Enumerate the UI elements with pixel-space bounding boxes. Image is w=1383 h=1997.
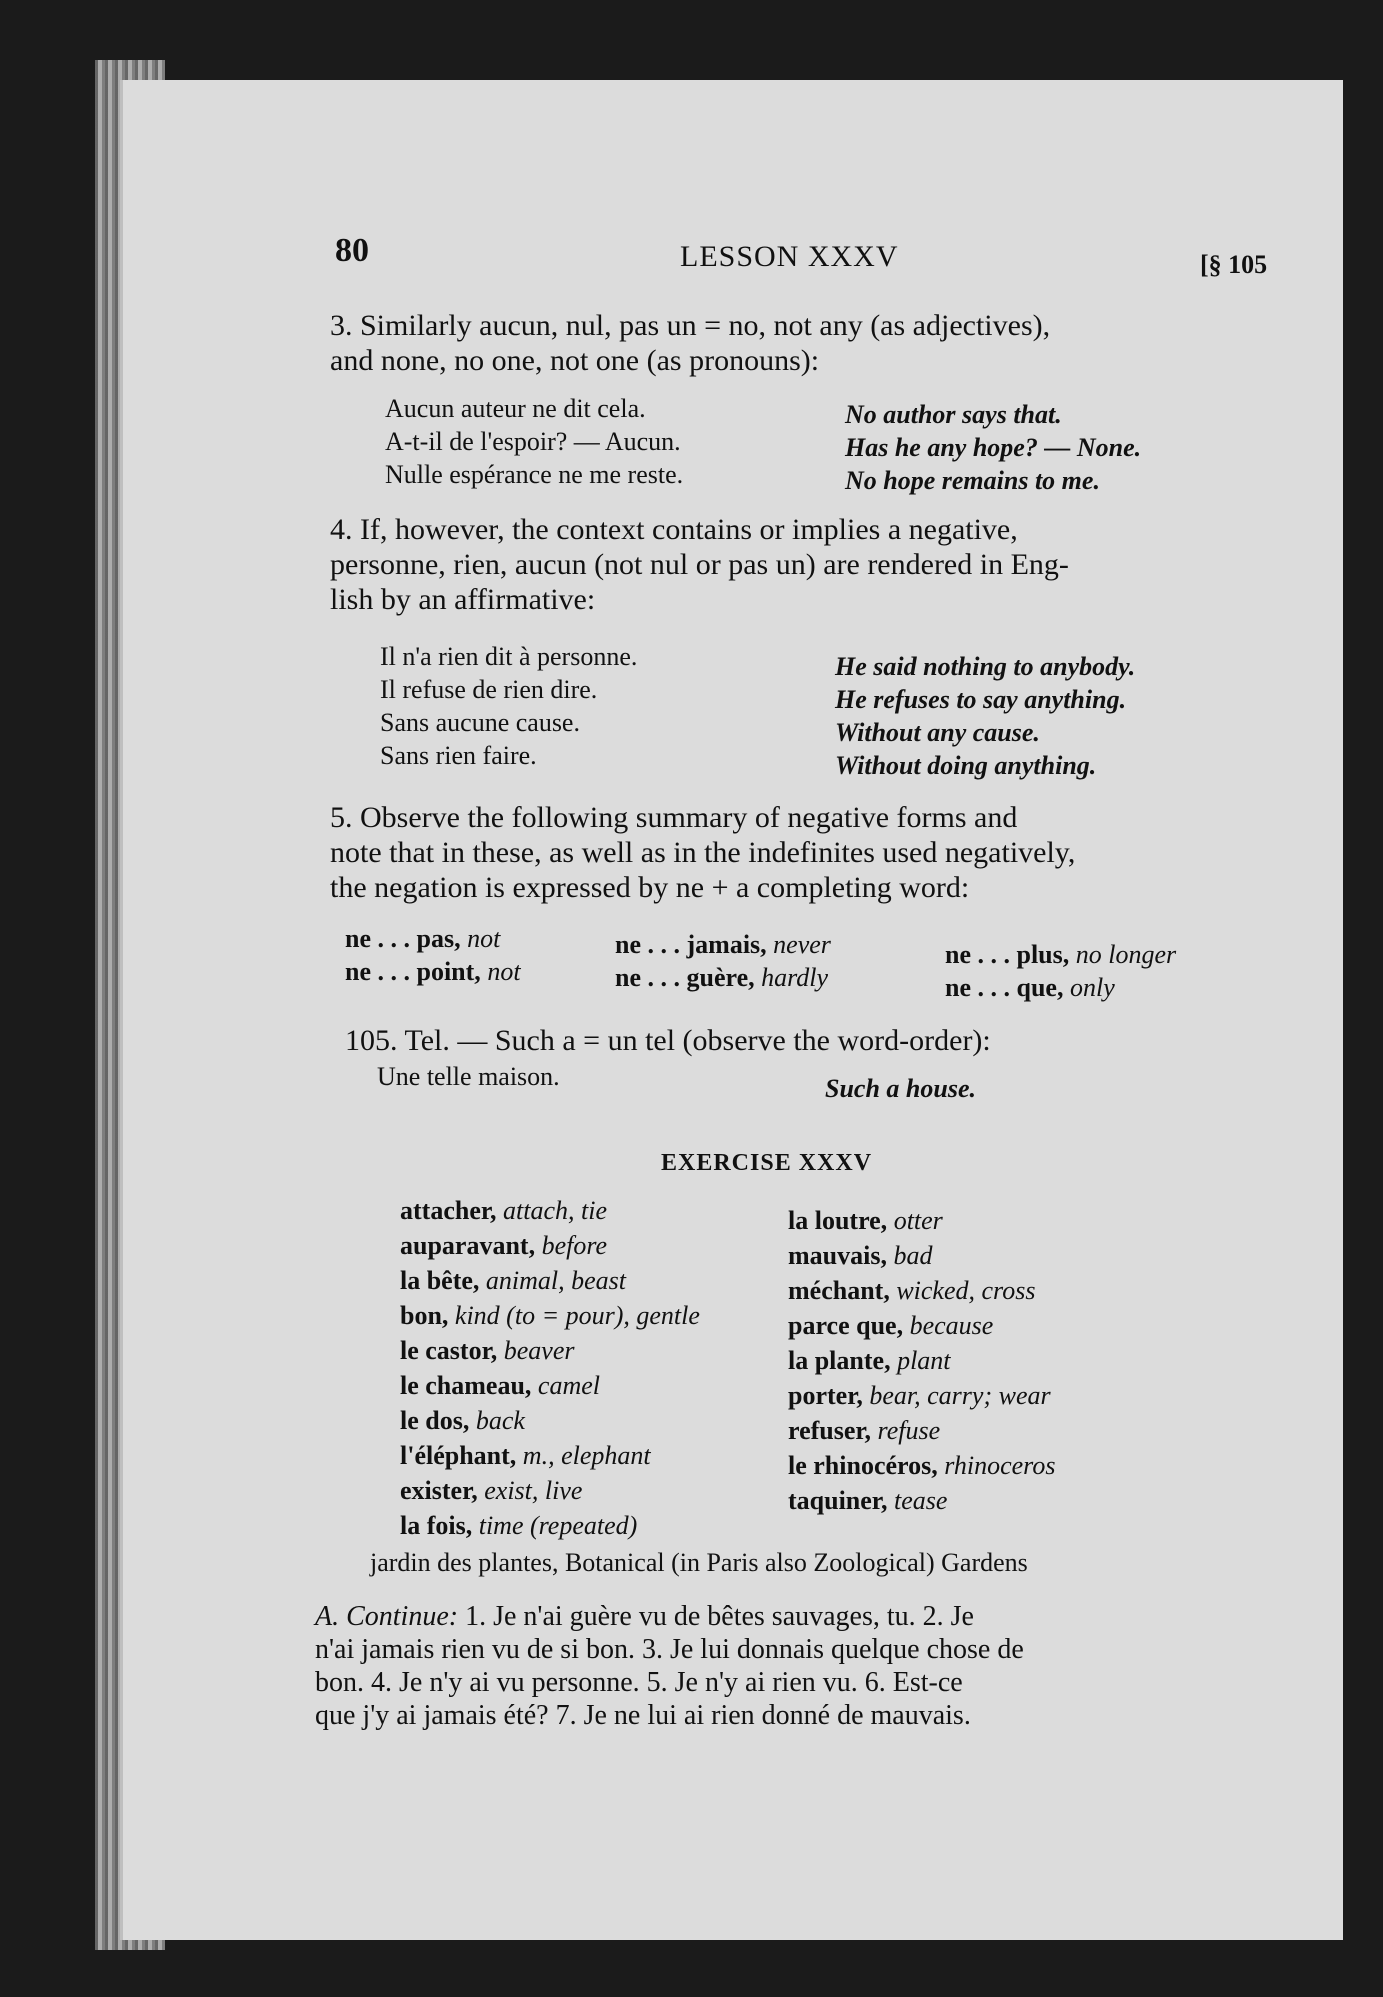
vocab-item: la plante, plant (788, 1346, 951, 1375)
example-en: Has he any hope? — None. (845, 433, 1142, 462)
vocab-item: le rhinocéros, rhinoceros (788, 1451, 1056, 1480)
example-en: Without any cause. (835, 718, 1040, 747)
vocab-left (400, 1193, 700, 1543)
examples-4-english (835, 650, 1135, 782)
vocab-item: auparavant, before (400, 1231, 608, 1260)
paragraph-line: the negation is expressed by ne + a completing word: (330, 871, 970, 904)
vocab-item: attacher, attach, tie (400, 1196, 607, 1225)
paragraph-line: note that in these, as well as in the indefinites used negatively, (330, 836, 1076, 869)
exercise-a-label: A. Continue: (315, 1601, 459, 1632)
example-en: No author says that. (845, 400, 1062, 429)
example-fr: Sans rien faire. (380, 741, 537, 770)
negative-form: ne . . . point, not (345, 957, 521, 986)
exercise-line: n'ai jamais rien vu de si bon. 3. Je lui donnais quelque chose de (315, 1634, 1024, 1665)
page-number: 80 (335, 232, 369, 269)
vocab-right (788, 1203, 1055, 1518)
vocab-item: parce que, because (788, 1311, 994, 1340)
example-105-french: Une telle maison. (377, 1062, 560, 1091)
example-fr: Il n'a rien dit à personne. (380, 642, 638, 671)
example-fr: A-t-il de l'espoir? — Aucun. (385, 427, 681, 456)
vocab-item: bon, kind (to = pour), gentle (400, 1301, 700, 1330)
vocab-item: la bête, animal, beast (400, 1266, 627, 1295)
vocab-item: exister, exist, live (400, 1476, 583, 1505)
paragraph-line: personne, rien, aucun (not nul or pas un) are rendered in Eng- (330, 548, 1069, 581)
paragraph-line: 5. Observe the following summary of negative forms and (330, 801, 1018, 834)
exercise-a (315, 1600, 1275, 1732)
example-en: He said nothing to anybody. (835, 652, 1136, 681)
paragraph-line: 4. If, however, the context contains or implies a negative, (330, 513, 1018, 546)
vocab-footer: jardin des plantes, Botanical (in Paris also Zoological) Gardens (370, 1548, 1028, 1577)
negative-form: ne . . . pas, not (345, 924, 501, 953)
example-en: He refuses to say anything. (835, 685, 1127, 714)
paragraph-line: 3. Similarly aucun, nul, pas un = no, not any (as adjectives), (330, 309, 1051, 342)
example-fr: Aucun auteur ne dit cela. (385, 394, 646, 423)
paragraph-3 (330, 308, 1265, 378)
exercise-line: A. Continue: 1. Je n'ai guère vu de bêtes sauvages, tu. 2. Je (315, 1601, 974, 1632)
negative-form: ne . . . que, only (945, 973, 1115, 1002)
vocab-item: le chameau, camel (400, 1371, 601, 1400)
lesson-title: LESSON XXXV (680, 240, 899, 273)
example-en: No hope remains to me. (845, 466, 1100, 495)
vocab-item: porter, bear, carry; wear (788, 1381, 1051, 1410)
vocab-item: refuser, refuse (788, 1416, 941, 1445)
examples-4-french (380, 640, 637, 772)
vocab-item: taquiner, tease (788, 1486, 948, 1515)
paragraph-4 (330, 512, 1265, 617)
exercise-line: que j'y ai jamais été? 7. Je ne lui ai rien donné de mauvais. (315, 1700, 971, 1731)
section-ref: [§ 105 (1200, 250, 1268, 279)
vocab-item: le dos, back (400, 1406, 525, 1435)
negative-form: ne . . . plus, no longer (945, 940, 1177, 969)
negatives-col-3 (945, 938, 1176, 1004)
paragraph-105 (345, 1023, 1280, 1058)
negatives-col-1 (345, 922, 521, 988)
vocab-item: l'éléphant, m., elephant (400, 1441, 651, 1470)
example-105-english: Such a house. (825, 1074, 976, 1103)
exercise-line: bon. 4. Je n'y ai vu personne. 5. Je n'y ai rien vu. 6. Est-ce (315, 1667, 963, 1698)
exercise-title: EXERCISE XXXV (661, 1150, 873, 1176)
negatives-col-2 (615, 928, 831, 994)
paragraph-5 (330, 800, 1265, 905)
paragraph-line: lish by an affirmative: (330, 583, 596, 616)
paragraph-line: 105. Tel. — Such a = un tel (observe the word-order): (345, 1024, 991, 1057)
example-fr: Nulle espérance ne me reste. (385, 460, 684, 489)
vocab-item: méchant, wicked, cross (788, 1276, 1036, 1305)
example-en: Without doing anything. (835, 751, 1097, 780)
example-fr: Sans aucune cause. (380, 708, 580, 737)
negative-form: ne . . . guère, hardly (615, 963, 829, 992)
vocab-item: le castor, beaver (400, 1336, 575, 1365)
negative-form: ne . . . jamais, never (615, 930, 831, 959)
example-fr: Il refuse de rien dire. (380, 675, 598, 704)
paragraph-line: and none, no one, not one (as pronouns): (330, 344, 820, 377)
vocab-item: mauvais, bad (788, 1241, 933, 1270)
vocab-item: la fois, time (repeated) (400, 1511, 638, 1540)
examples-3-french (385, 392, 683, 491)
page-content (205, 0, 1305, 1997)
running-header (335, 232, 1375, 282)
examples-3-english (845, 398, 1141, 497)
vocab-item: la loutre, otter (788, 1206, 943, 1235)
